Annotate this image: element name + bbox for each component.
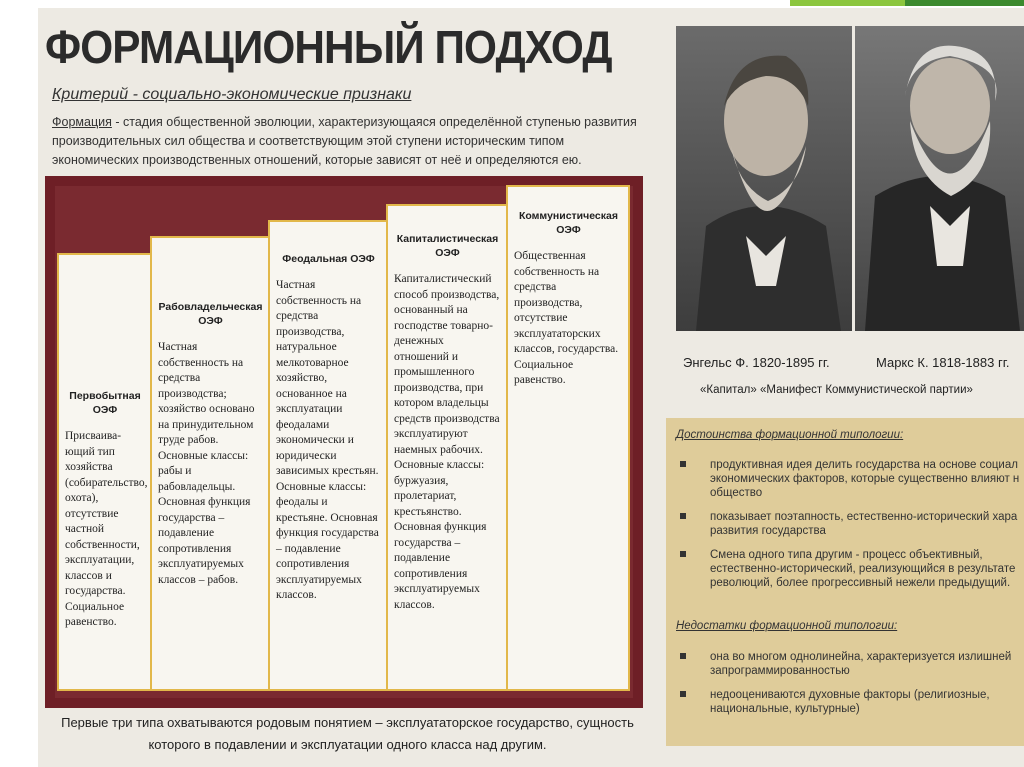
left-margin: [0, 0, 38, 767]
advantages-heading: Достоинства формационной типологии:: [676, 429, 904, 441]
stage-title: Коммунистическая ОЭФ: [518, 210, 618, 236]
marx-caption: Маркс К. 1818-1883 гг.: [876, 355, 1010, 370]
stage-card-slave: [150, 236, 270, 691]
footnote: Первые три типа охватываются родовым понятием – эксплуататорское государство, сущность которого в подавлении и эксплуатации одного класса над другим.: [61, 715, 634, 752]
criterion-subtitle: Критерий - социально-экономические признаки: [52, 86, 412, 103]
list-item: [676, 510, 1024, 538]
stage-description: Присваива-ющий тип хозяйства (собирательство, охота), отсутствие частной собственности, эксплуатации, классов и государства. Социальное равенство.: [65, 430, 148, 628]
square-bullet-icon: [680, 691, 686, 697]
list-item: [676, 688, 1024, 716]
square-bullet-icon: [680, 653, 686, 659]
stage-description: Капиталистический способ производства, основанный на господстве товарно-денежных отношений и промышленного производства, при котором владельцы средств производства эксплуатируют наемных рабочих. Основные классы: буржуазия, пролетариат, крестьянство. Основная функция государства – подавление сопротивления эксплуатируемых классов.: [394, 273, 500, 611]
formation-definition: [52, 113, 637, 170]
disadvantages-heading: Недостатки формационной типологии:: [676, 620, 898, 632]
list-item-text: она во многом однолинейна, характеризуется излишней запрограммированностью: [710, 651, 1012, 677]
list-item: [676, 650, 1024, 678]
stage-title: Первобытная ОЭФ: [69, 390, 141, 416]
typology-panel: [666, 418, 1024, 746]
definition-text: - стадия общественной эволюции, характеризующаяся определённой ступенью развития производительных сил общества и соответствующим этой ступени историческим типом экономических производственных отношений, которые зависят от неё и определяются ею.: [52, 115, 637, 167]
square-bullet-icon: [680, 513, 686, 519]
stage-title: Капиталистическая ОЭФ: [396, 233, 499, 259]
definition-term: Формация: [52, 115, 112, 129]
list-item-text: Смена одного типа другим - процесс объективный, естественно-исторический, реализующийся в результате революций, более прогрессивный нежели предыдущий.: [710, 549, 1016, 589]
stage-title: Рабовладельческая ОЭФ: [158, 301, 263, 327]
marx-portrait-icon: [855, 26, 1024, 331]
square-bullet-icon: [680, 551, 686, 557]
list-item-text: показывает поэтапность, естественно-исторический хара развития государства: [710, 511, 1018, 537]
stage-description: Частная собственность на средства производства, натуральное мелкотоварное хозяйство, основанное на эксплуатации феодалами экономически и юридически зависимых крестьян. Основные классы: феодалы и крестьяне. Основная функция государства – подавление сопротивления эксплуатируемых классов.: [276, 279, 379, 601]
square-bullet-icon: [680, 461, 686, 467]
list-item: [676, 548, 1024, 590]
stage-description: Частная собственность на средства производства; хозяйство основано на принудительном труде рабов. Основные классы: рабы и рабовладельцы. Основная функция государства – подавление сопротивления эксплуатируемых классов – рабов.: [158, 341, 255, 586]
engels-portrait-icon: [676, 26, 852, 331]
stage-card-capitalist: [386, 204, 508, 691]
stage-title: Феодальная ОЭФ: [282, 253, 375, 265]
stage-card-feudal: [268, 220, 388, 691]
engels-caption: Энгельс Ф. 1820-1895 гг.: [683, 355, 830, 370]
works-caption: «Капитал» «Манифест Коммунистической партии»: [700, 384, 973, 396]
list-item: [676, 458, 1024, 500]
advantages-list: [676, 458, 1024, 600]
list-item-text: продуктивная идея делить государства на основе социал экономических факторов, которые существенно влияют н общество: [710, 459, 1020, 499]
stage-card-communist: [506, 185, 630, 691]
stage-description: Общественная собственность на средства производства, отсутствие эксплуататорских классов, государства. Социальное равенство.: [514, 250, 619, 386]
list-item-text: недооцениваются духовные факторы (религиозные, национальные, культурные): [710, 689, 990, 715]
stage-card-primitive: [57, 253, 152, 691]
slide-title: ФОРМАЦИОННЫЙ ПОДХОД: [45, 21, 612, 73]
accent-bar-dark: [905, 0, 1024, 6]
disadvantages-list: [676, 650, 1024, 726]
